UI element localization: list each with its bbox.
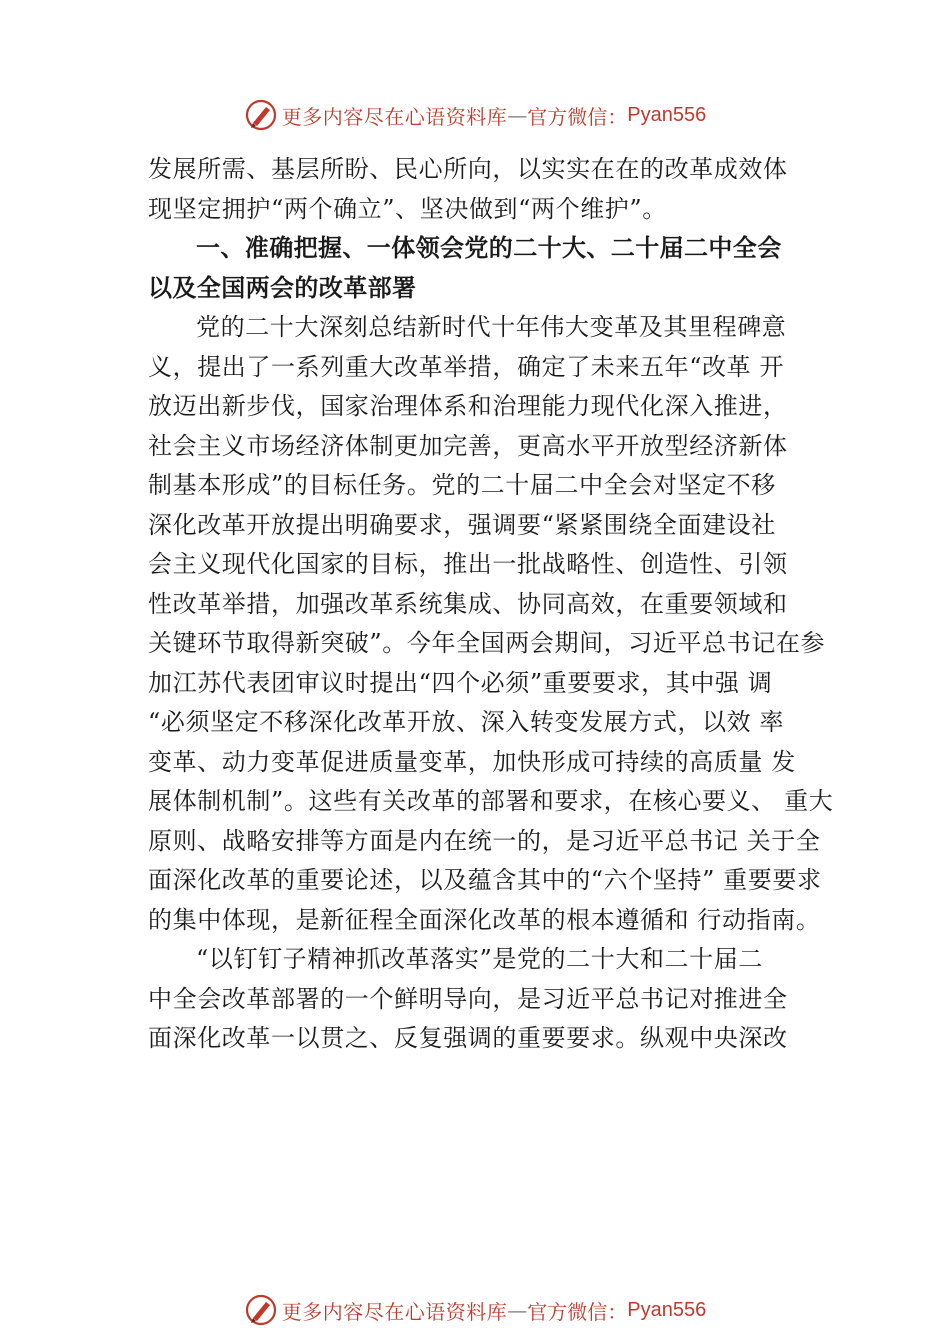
text-line: 变革、动力变革促进质量变革，加快形成可持续的高质量 发 [148, 747, 796, 776]
text-line: 现坚定拥护“两个确立”、坚决做到“两个维护”。 [148, 194, 667, 223]
text-line: 展体制机制”。这些有关改革的部署和要求，在核心要义、 重大 [148, 787, 834, 815]
text-line: 加江苏代表团审议时提出“四个必须”重要要求，其中强 调 [148, 668, 773, 697]
text-line: 面深化改革一以贯之、反复强调的重要要求。纵观中央深改 [148, 1024, 788, 1052]
text-line: 党的二十大深刻总结新时代十年伟大变革及其里程碑意 [196, 313, 787, 341]
text-line: 面深化改革的重要论述，以及蕴含其中的“六个坚持” 重要要求 [148, 866, 822, 894]
text-line: 的集中体现，是新征程全面深化改革的根本遵循和 行动指南。 [148, 905, 821, 934]
banner-separator: — [507, 103, 528, 127]
text-line: 义，提出了一系列重大改革举措，确定了未来五年“改革 开 [148, 352, 785, 381]
text-line: “以钉钉子精神抓改革落实”是党的二十大和二十届二 [196, 945, 763, 973]
banner-main-text: 更多内容尽在心语资料库 [281, 1299, 508, 1324]
banner-label: 官方微信： [527, 1299, 628, 1324]
banner-wechat-id: Pyan556 [627, 1298, 707, 1321]
text-line: 制基本形成”的目标任务。党的二十届二中全会对坚定不移 [148, 471, 776, 499]
text-line: 关键环节取得新突破”。今年全国两会期间，习近平总书记在参 [148, 629, 826, 657]
footer-watermark-banner [0, 1290, 950, 1330]
banner-main-text: 更多内容尽在心语资料库 [281, 104, 508, 129]
banner-label: 官方微信： [527, 104, 628, 129]
section-heading-line: 以及全国两会的改革部署 [148, 273, 417, 302]
text-line: 社会主义市场经济体制更加完善，更高水平开放型经济新体 [148, 431, 788, 460]
document-body [148, 150, 838, 1059]
text-line: 放迈出新步伐，国家治理体系和治理能力现代化深入推进， [148, 392, 788, 420]
text-line: 性改革举措，加强改革系统集成、协同高效，在重要领域和 [148, 589, 788, 618]
pen-logo-icon [244, 98, 278, 132]
banner-wechat-id: Pyan556 [627, 103, 707, 126]
text-line: 原则、战略安排等方面是内在统一的，是习近平总书记 关于全 [148, 826, 821, 855]
section-heading-line: 一、准确把握、一体领会党的二十大、二十届二中全会 [196, 234, 782, 262]
header-watermark-banner [0, 95, 950, 135]
pen-logo-icon [244, 1293, 278, 1327]
text-line: 深化改革开放提出明确要求，强调要“紧紧围绕全面建设社 [148, 510, 776, 539]
text-line: 中全会改革部署的一个鲜明导向，是习近平总书记对推进全 [148, 984, 788, 1013]
text-line: 会主义现代化国家的目标，推出一批战略性、创造性、引领 [148, 550, 788, 578]
text-line: 发展所需、基层所盼、民心所向，以实实在在的改革成效体 [148, 155, 788, 183]
banner-separator: — [507, 1298, 528, 1322]
text-line: “必须坚定不移深化改革开放、深入转变发展方式，以效 率 [148, 708, 785, 736]
